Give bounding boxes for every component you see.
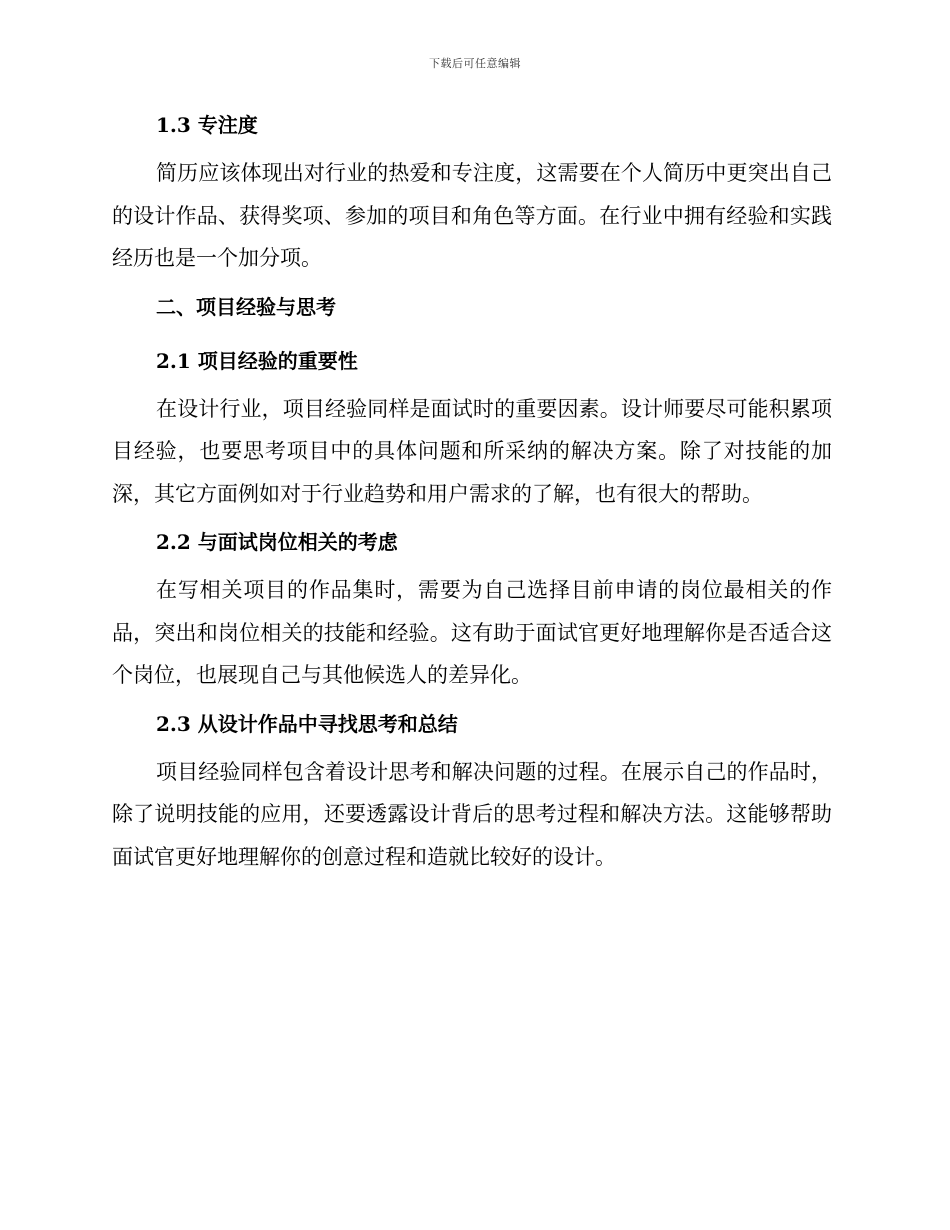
section-paragraph-2-1: 在设计行业，项目经验同样是面试时的重要因素。设计师要尽可能积累项目经验，也要思考项目中的具体问题和所采纳的解决方案。除了对技能的加深，其它方面例如对于行业趋势和用户需求的了解，也有很大的帮助。 bbox=[112, 396, 832, 506]
page-header-note: 下载后可任意编辑 bbox=[429, 57, 521, 70]
section-heading-2: 二、项目经验与思考 bbox=[156, 294, 336, 319]
section-heading-2-1: 2.1 项目经验的重要性 bbox=[156, 348, 358, 373]
section-paragraph-2-2: 在写相关项目的作品集时，需要为自己选择目前申请的岗位最相关的作品，突出和岗位相关的技能和经验。这有助于面试官更好地理解你是否适合这个岗位，也展现自己与其他候选人的差异化。 bbox=[112, 578, 832, 687]
section-heading-2-3: 2.3 从设计作品中寻找思考和总结 bbox=[156, 711, 458, 736]
document-body bbox=[112, 110, 832, 878]
section-heading-2-2: 2.2 与面试岗位相关的考虑 bbox=[156, 530, 398, 554]
section-paragraph-1-3: 简历应该体现出对行业的热爱和专注度，这需要在个人简历中更突出自己的设计作品、获得奖项、参加的项目和角色等方面。在行业中拥有经验和实践经历也是一个加分项。 bbox=[112, 161, 832, 270]
section-heading-1-3: 1.3 专注度 bbox=[156, 113, 258, 137]
section-paragraph-2-3: 项目经验同样包含着设计思考和解决问题的过程。在展示自己的作品时，除了说明技能的应用，还要透露设计背后的思考过程和解决方法。这能够帮助面试官更好地理解你的创意过程和造就比较好的设计。 bbox=[112, 759, 832, 869]
